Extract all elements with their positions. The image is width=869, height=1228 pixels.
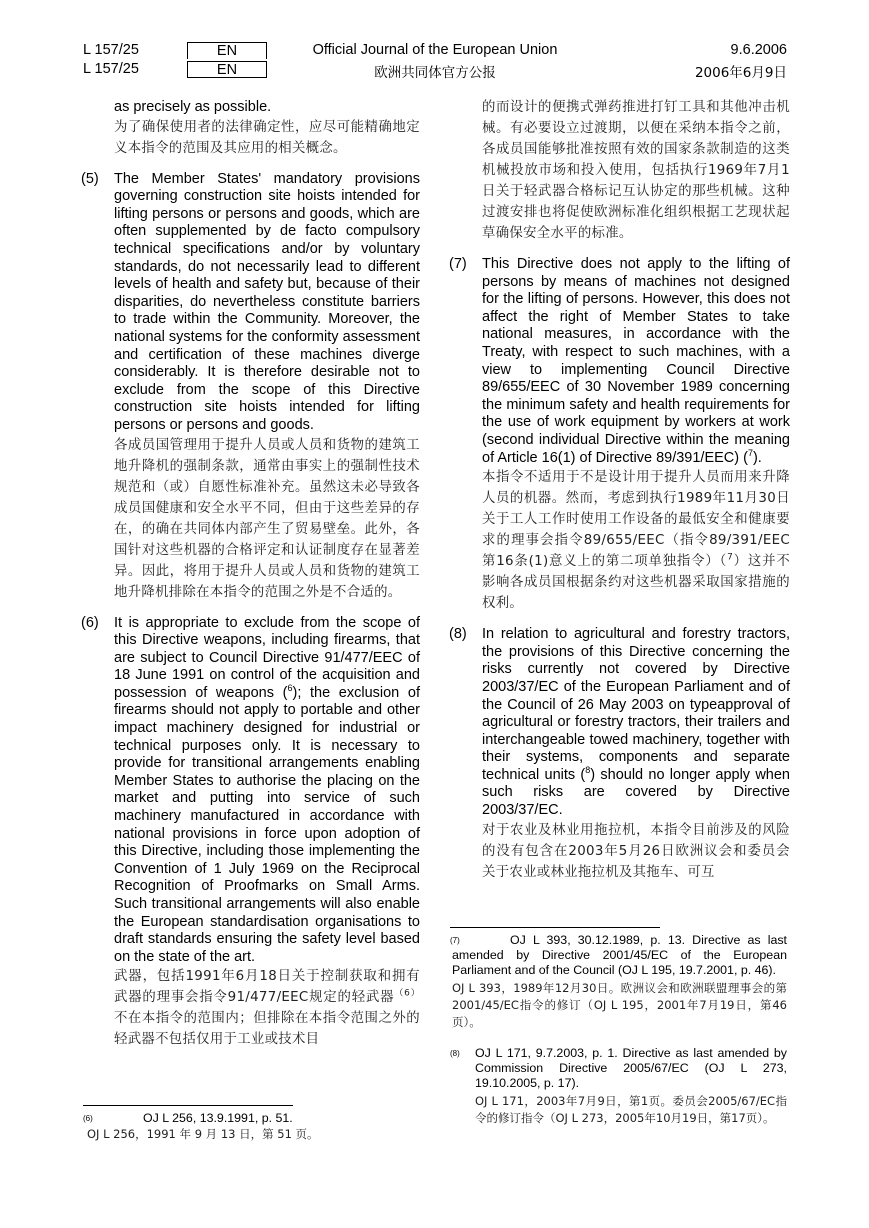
recital-text-zh: 武器，包括1991年6月18日关于控制获取和拥有武器的理事会指令91/477/EEC规定的轻武器$^{(6)}$不在本指令的范围内；但排除在本指令范围之外的轻武器不包括仅用于工业或技术目 [114,969,420,1048]
footnote-mark: (6) [83,1114,93,1123]
journal-title: Official Journal of the European Union [312,42,558,58]
page-header [83,40,787,80]
recital-number: (5) [81,170,99,187]
footnote-divider [83,1105,293,1106]
recital-text-zh: 各成员国管理用于提升人员或人员和货物的建筑工地升降机的强制条款，通常由事实上的强制性技术规范和（或）自愿性标准补充。虽然这未必导致各成员国健康和安全水平不同，但由于这些差异的存在，的确在共同体内部产生了贸易壁垒。此外，各国针对这些机器的合格评定和认证制度存在显著差异。因此，将用于提升人员或人员和货物的建筑工地升降机排除在本指令的范围之外是不合适的。 [114,437,420,600]
footnote-divider [450,927,660,928]
footnote-ref[interactable]: 7 [727,552,734,563]
page-reference: L 157/25 [83,61,139,77]
recital-text-en: This Directive does not apply to the lifting of persons by means of machines not designed for the lifting of persons. However, this does not affect the right of Member States to take national measures, in accordance with the Treaty, with respect to such machines, with a view to implementing Council Directive 89/655/EEC of 30 November 1989 concerning the minimum safety and health requirements for the use of work equipment by workers at work (second individual Directive within the meaning of Article 16(1) of Directive 89/391/EEC) ($^7$). [482,256,790,466]
recital-text-zh: 本指令不适用于不是设计用于提升人员而用来升降人员的机器。然而，考虑到执行1989年11月30日关于工人工作时使用工作设备的最低安全和健康要求的理事会指令89/655/EEC（指令89/391/EEC第16条(1)意义上的第二项单独指令）（$^7$）这并不影响各成员国根据条约对这些机器采取国家措施的权利。 [482,470,791,612]
header-row-zh [83,61,787,79]
language-code: EN [187,42,267,59]
recital-6-cont-zh: 的而设计的便携式弹药推进打钉工具和其他冲击机械。有必要设立过渡期，以便在采纳本指令之前，各成员国能够批准按照有效的国家条款制造的这类机械投放市场和投入使用，包括执行1969年7月1日关于轻武器合格标记互认协定的那些机械。这种过渡安排也将促使欧洲标准化组织根据工艺现状起草确保安全水平的标准。 [482,100,790,241]
recital-5 [81,171,420,603]
footnote-ref[interactable]: 6 [287,683,293,694]
left-column [81,99,420,1050]
recital-7 [449,256,790,614]
footnote-text-zh: OJ L 171，2003年7月9日，第1页。委员会2005/67/EC指令的修订指令（OJ L 273，2005年10月19日，第17页）。 [475,1094,787,1125]
recital-number: (8) [449,626,467,643]
intro-text-zh: 为了确保使用者的法律确定性，应尽可能精确地定义本指令的范围及其应用的相关概念。 [114,119,420,156]
footnote-text-zh: OJ L 393，1989年12月30日。欧洲议会和欧洲联盟理事会的第2001/45/EC指令的修订（OJ L 195，2001年7月19日，第46页）。 [452,981,787,1029]
publication-date-zh: 2006年6月9日 [694,65,787,81]
recital-text-en: The Member States' mandatory provisions governing construction site hoists intended for lifting persons or persons and goods, which are often supplemented by de facto compulsory technical specifications and/or by voluntary standards, do not necessarily lead to different levels of health and safety but, because of their disparities, do nevertheless constitute barriers to trade within the Community. Moreover, the national systems for the conformity assessment and certification of these machines diverge considerably. It is therefore desirable not to exclude from the scope of this Directive construction site hoists intended for lifting persons or persons and goods. [114,170,420,433]
journal-title-zh: 欧洲共同体官方公报 [374,65,496,81]
footnote-ref[interactable]: 8 [585,765,591,776]
footnote-mark: (7) [450,936,460,945]
recital-6 [81,615,420,1051]
recital-text-en: It is appropriate to exclude from the scope of this Directive weapons, including firearms, that are subject to Council Directive 91/477/EEC of 18 June 1991 on control of the acquisition and possession of weapons ($^6$); the exclusion of firearms should not apply to portable and other impact machinery designed for industrial or technical purposes only. It is necessary to provide for transitional arrangements enabling Member States to authorise the placing on the market and putting into service of such machinery manufactured in accordance with national provisions in force upon adoption of this Directive, including those implementing the Convention of 1 July 1969 on the Reciprocal Recognition of Proofmarks on Small Arms. Such transitional arrangements will also enable the European standardisation organisations to draft standards ensuring the safety level based on the state of the art. [114,614,420,965]
page-reference: L 157/25 [83,42,139,58]
footnote-text-en: OJ L 256, 13.9.1991, p. 51. [143,1111,293,1125]
continuation-block [81,99,420,159]
header-row-en [83,42,787,60]
publication-date: 9.6.2006 [730,42,787,58]
recital-text-zh: 对于农业及林业用拖拉机，本指令目前涉及的风险的没有包含在2003年5月26日欧洲议会和委员会关于农业或林业拖拉机及其拖车、可互 [482,822,790,880]
recital-number: (6) [81,614,99,631]
footnote-ref[interactable]: （6） [394,988,420,999]
footnote-mark: (8) [450,1049,460,1058]
footnote-text-zh: OJ L 256，1991 年 9 月 13 日，第 51 页。 [87,1127,319,1141]
recital-text-en: In relation to agricultural and forestry tractors, the provisions of this Directive concerning the risks currently not covered by Directive 2003/37/EC of the European Parliament and of the Council of 26 May 2003 on typeapproval of agricultural or forestry tractors, their trailers and interchangeable towed machinery, together with their systems, components and separate technical units ($^8$) should no longer apply when such risks are covered by Directive 2003/37/EC. [482,626,790,819]
footnote-text-en: OJ L 171, 9.7.2003, p. 1. Directive as last amended by Commission Directive 2005/67/EC (OJ L 273, 19.10.2005, p. 17). [475,1046,787,1090]
recital-number: (7) [449,256,467,272]
right-column [449,99,790,883]
recital-8 [449,626,790,883]
footnote-ref[interactable]: 7 [747,447,753,458]
footnote-6 [83,1111,423,1143]
language-code: EN [187,61,267,78]
footnote-7 [450,933,787,1031]
continuation-block [449,97,790,244]
intro-text-en: as precisely as possible. [114,99,272,115]
footnote-8 [450,1046,787,1127]
footnote-text-en: OJ L 393, 30.12.1989, p. 13. Directive as last amended by Directive 2001/45/EC of the European Parliament and of the Council (OJ L 195, 19.7.2001, p. 46). [452,933,787,977]
